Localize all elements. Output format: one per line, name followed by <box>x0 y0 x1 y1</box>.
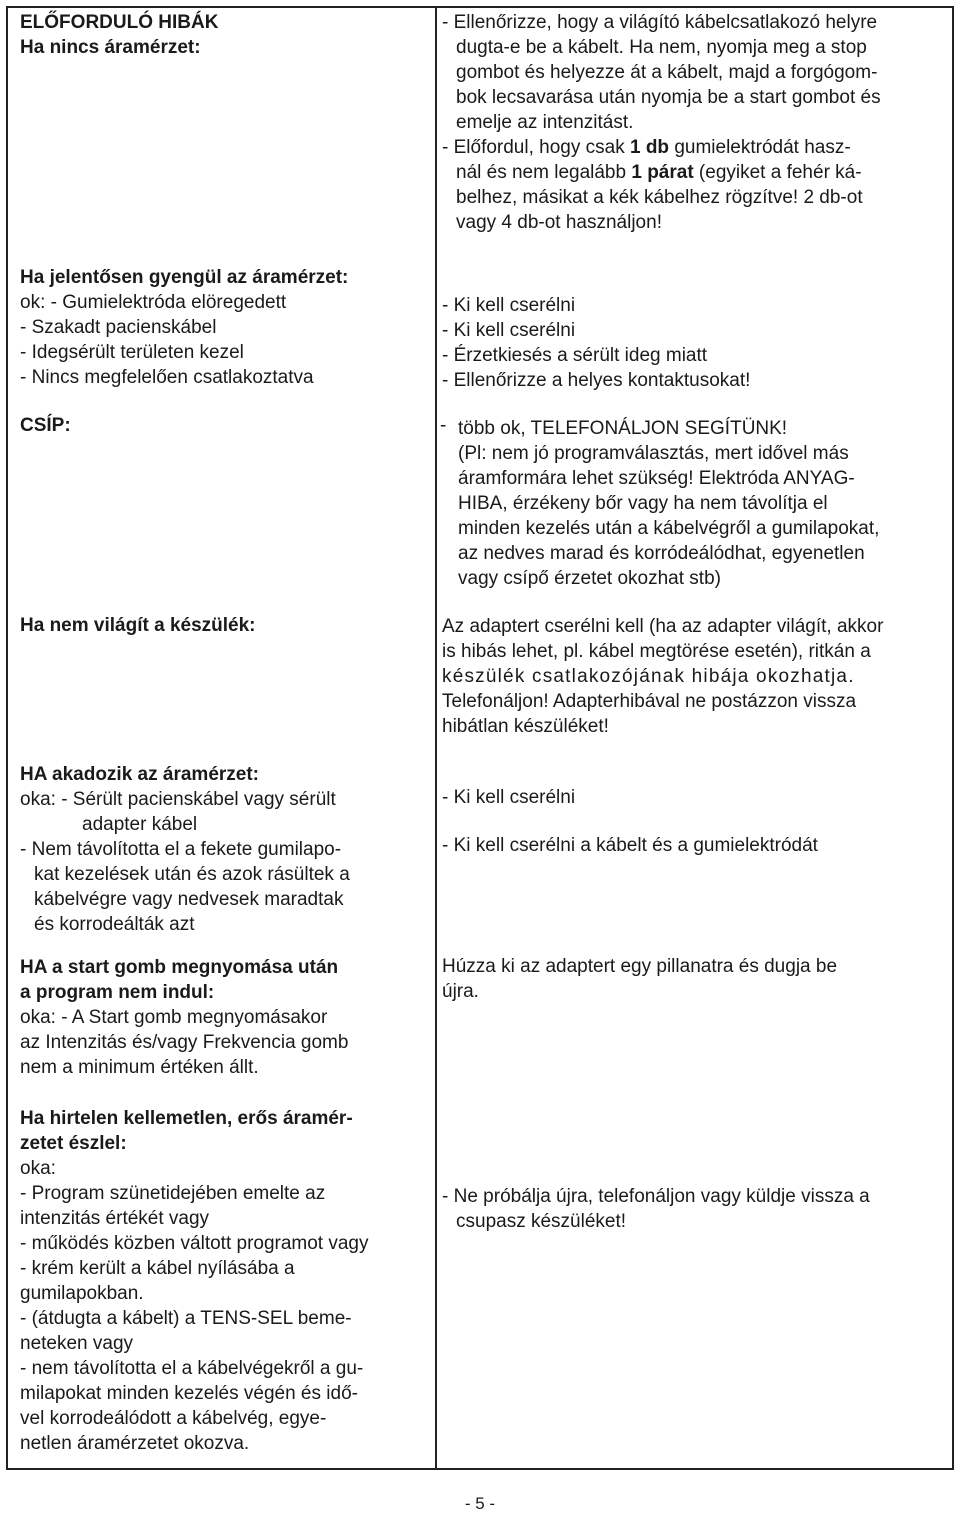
strong-cause-line: - nem távolította el a kábelvégekről a gu- <box>20 1358 364 1379</box>
strong-current-heading-2: zetet észlel: <box>20 1133 127 1154</box>
section-no-start <box>20 955 416 1080</box>
remedy-line: emelje az intenzitást. <box>456 112 634 133</box>
remedy-line: - Ellenőrizze a helyes kontaktusokat! <box>442 370 751 391</box>
strong-cause-line: milapokat minden kezelés végén és idő- <box>20 1383 358 1404</box>
strong-cause-line: netlen áramérzetet okozva. <box>20 1433 250 1454</box>
remedy-text: - Előfordul, hogy csak <box>442 137 630 158</box>
remedy-line: Az adaptert cserélni kell (ha az adapter világít, akkor <box>442 616 884 637</box>
stinging-heading: CSÍP: <box>20 415 71 436</box>
remedy-line: dugta-e be a kábelt. Ha nem, nyomja meg a stop <box>456 37 867 58</box>
remedy-strong-current <box>442 1184 950 1234</box>
remedy-no-start <box>442 954 950 1004</box>
remedy-line: vagy 4 db-ot használjon! <box>456 212 662 233</box>
remedy-text: nál és nem legalább <box>456 162 632 183</box>
strong-cause-line: - krém került a kábel nyílásába a <box>20 1258 295 1279</box>
intermittent-cause-line: adapter kábel <box>82 814 198 835</box>
remedy-line: hibátlan készüléket! <box>442 716 609 737</box>
remedy-intermittent-1 <box>442 785 950 810</box>
remedy-text: (egyiket a fehér ká- <box>693 162 862 183</box>
remedy-line: belhez, másikat a kék kábelhez rögzítve! 2 db-ot <box>456 187 863 208</box>
remedy-line: újra. <box>442 981 479 1002</box>
remedy-line: - Ki kell cserélni a kábelt és a gumielektródát <box>442 835 818 856</box>
remedy-no-current <box>442 10 950 235</box>
remedy-line: - Ne próbálja újra, telefonáljon vagy küldje vissza a <box>442 1186 870 1207</box>
remedy-line: vagy csípő érzetet okozhat stb) <box>458 568 721 589</box>
page-number: - 5 - <box>464 1494 496 1513</box>
no-start-heading-1: HA a start gomb megnyomása után <box>20 957 339 978</box>
intermittent-cause-line: - Nem távolította el a fekete gumilapo- <box>20 839 342 860</box>
section-weak-current <box>20 265 416 390</box>
no-start-cause-line: nem a minimum értéken állt. <box>20 1057 259 1078</box>
remedy-device-dark <box>442 614 950 739</box>
no-start-heading-2: a program nem indul: <box>20 982 215 1003</box>
remedy-line: gombot és helyezze át a kábelt, majd a forgógom- <box>456 62 878 83</box>
remedy-line <box>442 135 950 160</box>
remedy-line: - Ki kell cserélni <box>442 320 576 341</box>
weak-current-heading: Ha jelentősen gyengül az áramérzet: <box>20 267 349 288</box>
weak-cause-line: - Nincs megfelelően csatlakoztatva <box>20 367 314 388</box>
intermittent-heading: HA akadozik az áramérzet: <box>20 764 260 785</box>
remedy-line: minden kezelés után a kábelvégről a gumilapokat, <box>458 518 880 539</box>
no-start-cause-line: az Intenzitás és/vagy Frekvencia gomb <box>20 1032 349 1053</box>
remedy-line: - Ellenőrizze, hogy a világító kábelcsatlakozó helyre <box>442 12 878 33</box>
remedy-emphasis: 1 párat <box>631 162 694 183</box>
remedy-line: is hibás lehet, pl. kábel megtörése esetén), ritkán a <box>442 641 871 662</box>
section-stinging <box>20 413 416 438</box>
remedy-line: HIBA, érzékeny bőr vagy ha nem távolítja el <box>458 493 828 514</box>
intermittent-cause-line: kábelvégre vagy nedvesek maradtak <box>34 889 344 910</box>
section-no-current <box>20 10 416 60</box>
remedy-line <box>442 160 950 185</box>
weak-cause-line: ok: - Gumielektróda elöregedett <box>20 292 287 313</box>
weak-cause-line: - Idegsérült területen kezel <box>20 342 244 363</box>
strong-cause-line: oka: <box>20 1158 56 1179</box>
remedy-line: - Érzetkiesés a sérült ideg miatt <box>442 345 708 366</box>
remedy-line: áramformára lehet szükség! Elektróda ANYAG- <box>458 468 855 489</box>
section-device-dark <box>20 613 416 638</box>
strong-cause-line: - működés közben váltott programot vagy <box>20 1233 369 1254</box>
remedy-line: - Ki kell cserélni <box>442 295 576 316</box>
strong-cause-line: vel korrodeálódott a kábelvég, egye- <box>20 1408 327 1429</box>
strong-cause-line: intenzitás értékét vagy <box>20 1208 210 1229</box>
remedy-weak-current <box>442 293 950 393</box>
remedy-line: több ok, TELEFONÁLJON SEGÍTÜNK! <box>458 418 788 439</box>
intermittent-cause-line: oka: - Sérült pacienskábel vagy sérült <box>20 789 336 810</box>
remedy-stinging <box>458 416 950 591</box>
strong-cause-line: - (átdugta a kábelt) a TENS-SEL beme- <box>20 1308 352 1329</box>
no-current-heading: Ha nincs áramérzet: <box>20 37 201 58</box>
remedy-line: Telefonáljon! Adapterhibával ne postázzon vissza <box>442 691 857 712</box>
section-strong-current <box>20 1106 416 1456</box>
column-divider <box>435 8 437 1468</box>
remedy-intermittent-2 <box>442 833 950 858</box>
remedy-emphasis: 1 db <box>629 137 670 158</box>
strong-current-heading-1: Ha hirtelen kellemetlen, erős áramér- <box>20 1108 353 1129</box>
main-heading: ELŐFORDULÓ HIBÁK <box>20 12 219 33</box>
strong-cause-line: neteken vagy <box>20 1333 134 1354</box>
remedy-line: - Ki kell cserélni <box>442 787 576 808</box>
remedy-line: bok lecsavarása után nyomja be a start gombot és <box>456 87 881 108</box>
remedy-line: készülék csatlakozójának hibája okozhatja. <box>442 666 855 687</box>
remedy-dash: - <box>440 415 447 436</box>
no-start-cause-line: oka: - A Start gomb megnyomásakor <box>20 1007 328 1028</box>
intermittent-cause-line: és korrodeálták azt <box>34 914 195 935</box>
section-intermittent <box>20 762 416 937</box>
remedy-line: az nedves marad és korródeálódhat, egyenetlen <box>458 543 865 564</box>
remedy-line: (Pl: nem jó programválasztás, mert idővel más <box>458 443 849 464</box>
strong-cause-line: - Program szünetidejében emelte az <box>20 1183 326 1204</box>
intermittent-cause-line: kat kezelések után és azok rásültek a <box>34 864 350 885</box>
remedy-text: gumielektródát hasz- <box>669 137 851 158</box>
weak-cause-line: - Szakadt pacienskábel <box>20 317 217 338</box>
device-dark-heading: Ha nem világít a készülék: <box>20 615 256 636</box>
remedy-line: Húzza ki az adaptert egy pillanatra és dugja be <box>442 956 838 977</box>
remedy-line: csupasz készüléket! <box>456 1211 627 1232</box>
strong-cause-line: gumilapokban. <box>20 1283 144 1304</box>
